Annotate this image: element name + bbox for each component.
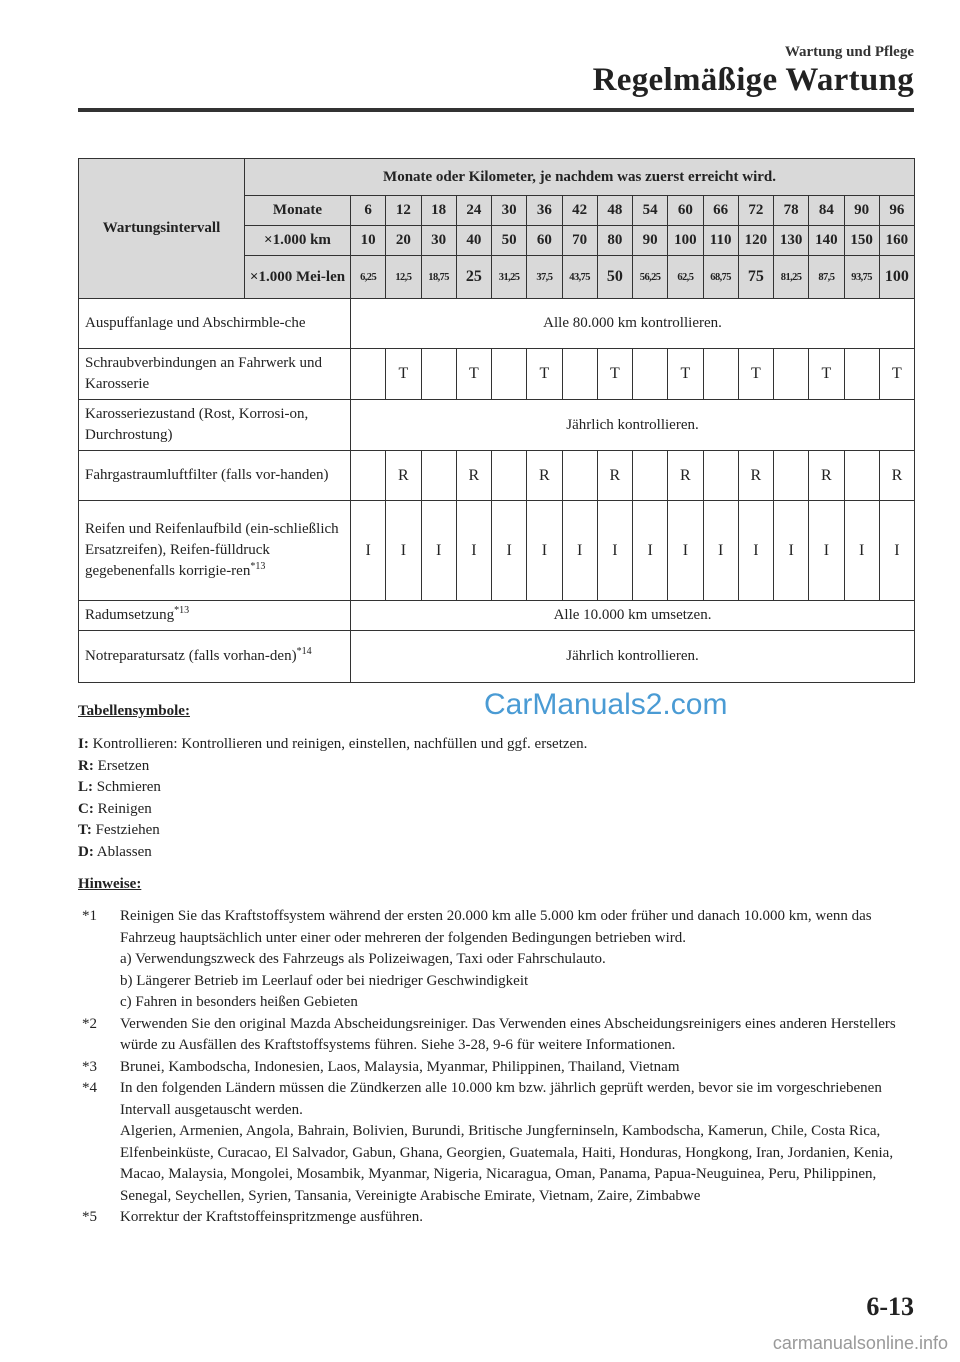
miles-cell: 31,25: [492, 256, 527, 299]
legend-key: D:: [78, 843, 94, 860]
miles-cell: 12,5: [386, 256, 421, 299]
mark-cell: T: [738, 349, 773, 400]
month-cell: 60: [668, 196, 703, 226]
note-mark: *4: [82, 1080, 97, 1096]
km-cell: 100: [668, 226, 703, 256]
km-cell: 160: [879, 226, 914, 256]
month-cell: 48: [597, 196, 632, 226]
mark-cell: [703, 451, 738, 501]
legend-item: [78, 756, 587, 778]
mark-cell: I: [879, 501, 914, 601]
note-subitem: a) Verwendungszweck des Fahrzeugs als Polizeiwagen, Taxi oder Fahrschulauto.: [120, 951, 606, 967]
month-cell: 78: [774, 196, 809, 226]
item-cell: Auspuffanlage und Abschirmble-che: [79, 299, 351, 349]
month-cell: 24: [456, 196, 491, 226]
mark-cell: [633, 451, 668, 501]
table-row: [79, 501, 915, 601]
legend-text: Reinigen: [97, 800, 152, 817]
mark-cell: R: [456, 451, 491, 501]
note-text: Brunei, Kambodscha, Indonesien, Laos, Malaysia, Myanmar, Philippinen, Thailand, Vietnam: [120, 1058, 680, 1075]
month-cell: 66: [703, 196, 738, 226]
mark-cell: R: [386, 451, 421, 501]
item-cell: Notreparatursatz (falls vorhan-den)$^{*14}$: [79, 631, 351, 683]
mark-cell: I: [527, 501, 562, 601]
interval-text: Alle 80.000 km kontrollieren.: [351, 299, 915, 349]
legend-key: T:: [78, 822, 92, 838]
mark-cell: [703, 349, 738, 400]
footnote-ref: *13: [174, 605, 190, 616]
header-rule: [78, 108, 914, 112]
mark-cell: I: [809, 501, 844, 601]
note-text: Korrektur der Kraftstoffeinspritzmenge ausführen.: [120, 1209, 423, 1225]
miles-cell: 93,75: [844, 256, 879, 299]
interval-header: Wartungsintervall: [79, 159, 245, 299]
miles-cell: 87,5: [809, 256, 844, 299]
km-cell: 30: [421, 226, 456, 256]
mark-cell: T: [456, 349, 491, 400]
note-mark: *2: [82, 1015, 97, 1032]
watermark: CarManuals2.com: [484, 688, 728, 721]
note-text: Reinigen Sie das Kraftstoffsystem während der ersten 20.000 km alle 5.000 km oder früher und danach 10.000 km, wenn das Fahrzeug hauptsächlich unter einer oder mehreren der folgenden Bedingungen betrieben wird.: [120, 908, 872, 946]
item-cell: Schraubverbindungen an Fahrwerk und Karosserie: [79, 349, 351, 400]
legend-key: C:: [78, 800, 94, 817]
miles-cell: 100: [879, 256, 914, 299]
notes-title: Hinweise:: [78, 876, 142, 892]
section-heading: Wartung und Pflege: [784, 44, 914, 60]
legend-key: R:: [78, 757, 94, 774]
legend-item: [78, 734, 587, 756]
km-cell: 70: [562, 226, 597, 256]
interval-text: Jährlich kontrollieren.: [351, 400, 915, 451]
legend-text: Festziehen: [95, 822, 160, 838]
note-mark: *1: [82, 908, 97, 924]
footer-watermark: carmanualsonline.info: [772, 1333, 948, 1353]
interval-text: Jährlich kontrollieren.: [351, 631, 915, 683]
km-label: ×1.000 km: [245, 226, 351, 256]
legend-text: Ablassen: [96, 843, 152, 860]
mark-cell: [421, 451, 456, 501]
miles-cell: 37,5: [527, 256, 562, 299]
month-cell: 6: [351, 196, 386, 226]
note-subitem: b) Längerer Betrieb im Leerlauf oder bei niedriger Geschwindigkeit: [120, 972, 529, 989]
note-mark: *5: [82, 1209, 97, 1225]
mark-cell: R: [738, 451, 773, 501]
month-cell: 90: [844, 196, 879, 226]
mark-cell: I: [597, 501, 632, 601]
miles-cell: 62,5: [668, 256, 703, 299]
miles-label: ×1.000 Mei-len: [245, 256, 351, 299]
item-cell: Radumsetzung$^{*13}$: [79, 601, 351, 631]
legend-item: [78, 842, 587, 864]
mark-cell: T: [597, 349, 632, 400]
legend-text: Schmieren: [96, 779, 161, 795]
mark-cell: [633, 349, 668, 400]
km-cell: 150: [844, 226, 879, 256]
item-cell: Karosseriezustand (Rost, Korrosi-on, Durchrostung): [79, 400, 351, 451]
note-item: [78, 1078, 914, 1207]
mark-cell: T: [668, 349, 703, 400]
mark-cell: I: [386, 501, 421, 601]
mark-cell: I: [844, 501, 879, 601]
legend-item: [78, 799, 587, 821]
mark-cell: R: [597, 451, 632, 501]
month-cell: 72: [738, 196, 773, 226]
month-cell: 12: [386, 196, 421, 226]
legend-item: [78, 820, 587, 842]
mark-cell: [492, 349, 527, 400]
mark-cell: [844, 349, 879, 400]
mark-cell: I: [633, 501, 668, 601]
miles-cell: 75: [738, 256, 773, 299]
legend-item: [78, 777, 587, 799]
km-cell: 140: [809, 226, 844, 256]
table-row: [79, 299, 915, 349]
mark-cell: T: [879, 349, 914, 400]
note-text: Verwenden Sie den original Mazda Abscheidungsreiniger. Das Verwenden eines Abscheidungsreinigers eines anderen Herstellers würde zu Ausfällen des Kraftstoffsystems führen. Siehe 3-28, 9-6 für weitere Informationen.: [120, 1015, 896, 1053]
mark-cell: I: [351, 501, 386, 601]
note-subitem: c) Fahren in besonders heißen Gebieten: [120, 994, 358, 1010]
miles-cell: 50: [597, 256, 632, 299]
month-cell: 54: [633, 196, 668, 226]
mark-cell: [492, 451, 527, 501]
table-row: [79, 451, 915, 501]
maintenance-schedule-table: [78, 158, 915, 683]
note-item: [78, 906, 914, 1014]
note-text: Algerien, Armenien, Angola, Bahrain, Bolivien, Burundi, Britische Jungferninseln, Kambodscha, Kamerun, Chile, Costa Rica, Elfenbeinküste, Curacao, El Salvador, Gabun, Ghana, Georgien, Guatemala, Haiti, Honduras, Hongkong, Iran, Jordanien, Kenia, Macao, Malaysia, Mongolei, Mosambik, Myanmar, Nigeria, Nicaragua, Oman, Panama, Papua-Neuguinea, Peru, Philippinen, Senegal, Seychellen, Syrien, Tansania, Vereinigte Arabische Emirate, Vietnam, Zaire, Zimbabwe: [120, 1123, 894, 1204]
legend-key: L:: [78, 779, 93, 795]
km-cell: 10: [351, 226, 386, 256]
miles-cell: 68,75: [703, 256, 738, 299]
mark-cell: [562, 349, 597, 400]
mark-cell: [774, 451, 809, 501]
mark-cell: I: [492, 501, 527, 601]
km-cell: 50: [492, 226, 527, 256]
note-item: [78, 1057, 914, 1079]
mark-cell: [562, 451, 597, 501]
table-row: [79, 601, 915, 631]
mark-cell: [351, 349, 386, 400]
month-cell: 96: [879, 196, 914, 226]
mark-cell: R: [879, 451, 914, 501]
legend-text: Kontrollieren: Kontrollieren und reinigen, einstellen, nachfüllen und ggf. ersetzen.: [92, 736, 588, 752]
item-cell: Fahrgastraumluftfilter (falls vor-handen): [79, 451, 351, 501]
note-mark: *3: [82, 1058, 97, 1075]
mark-cell: R: [668, 451, 703, 501]
month-cell: 36: [527, 196, 562, 226]
mark-cell: [421, 349, 456, 400]
item-cell: Reifen und Reifenlaufbild (ein-schließlich Ersatzreifen), Reifen-fülldruck gegebenenfalls korrigie-ren$^{*13}$: [79, 501, 351, 601]
footnote-ref: *13: [250, 561, 266, 572]
mark-cell: I: [738, 501, 773, 601]
km-cell: 110: [703, 226, 738, 256]
miles-cell: 43,75: [562, 256, 597, 299]
page-title: Regelmäßige Wartung: [592, 62, 914, 98]
mark-cell: I: [421, 501, 456, 601]
mark-cell: R: [809, 451, 844, 501]
mark-cell: T: [386, 349, 421, 400]
km-cell: 130: [774, 226, 809, 256]
legend-list: [78, 734, 587, 863]
mark-cell: T: [527, 349, 562, 400]
mark-cell: I: [668, 501, 703, 601]
months-label: Monate: [245, 196, 351, 226]
mark-cell: T: [809, 349, 844, 400]
footnote-ref: *14: [296, 646, 312, 657]
month-cell: 30: [492, 196, 527, 226]
legend-key: I:: [78, 736, 89, 752]
miles-cell: 56,25: [633, 256, 668, 299]
table-row: [79, 631, 915, 683]
km-cell: 40: [456, 226, 491, 256]
table-row: [79, 349, 915, 400]
legend-title: Tabellensymbole:: [78, 703, 190, 719]
month-cell: 84: [809, 196, 844, 226]
month-cell: 18: [421, 196, 456, 226]
month-cell: 42: [562, 196, 597, 226]
mark-cell: I: [703, 501, 738, 601]
notes-list: [78, 906, 914, 1229]
note-item: [78, 1207, 914, 1229]
legend-text: Ersetzen: [97, 757, 150, 774]
mark-cell: [844, 451, 879, 501]
table-row: [79, 400, 915, 451]
mark-cell: [351, 451, 386, 501]
km-cell: 120: [738, 226, 773, 256]
mark-cell: [774, 349, 809, 400]
note-text: In den folgenden Ländern müssen die Zündkerzen alle 10.000 km bzw. jährlich geprüft werden, bevor sie im vorgeschriebenen Intervall ausgetauscht werden.: [120, 1080, 882, 1118]
note-item: [78, 1014, 914, 1057]
mark-cell: I: [562, 501, 597, 601]
mark-cell: I: [774, 501, 809, 601]
miles-cell: 81,25: [774, 256, 809, 299]
miles-cell: 18,75: [421, 256, 456, 299]
page-number: 6-13: [866, 1292, 914, 1321]
miles-cell: 6,25: [351, 256, 386, 299]
interval-text: Alle 10.000 km umsetzen.: [351, 601, 915, 631]
miles-cell: 25: [456, 256, 491, 299]
mark-cell: R: [527, 451, 562, 501]
km-cell: 90: [633, 226, 668, 256]
km-cell: 20: [386, 226, 421, 256]
km-cell: 60: [527, 226, 562, 256]
interval-caption: Monate oder Kilometer, je nachdem was zuerst erreicht wird.: [245, 159, 915, 196]
km-cell: 80: [597, 226, 632, 256]
mark-cell: I: [456, 501, 491, 601]
